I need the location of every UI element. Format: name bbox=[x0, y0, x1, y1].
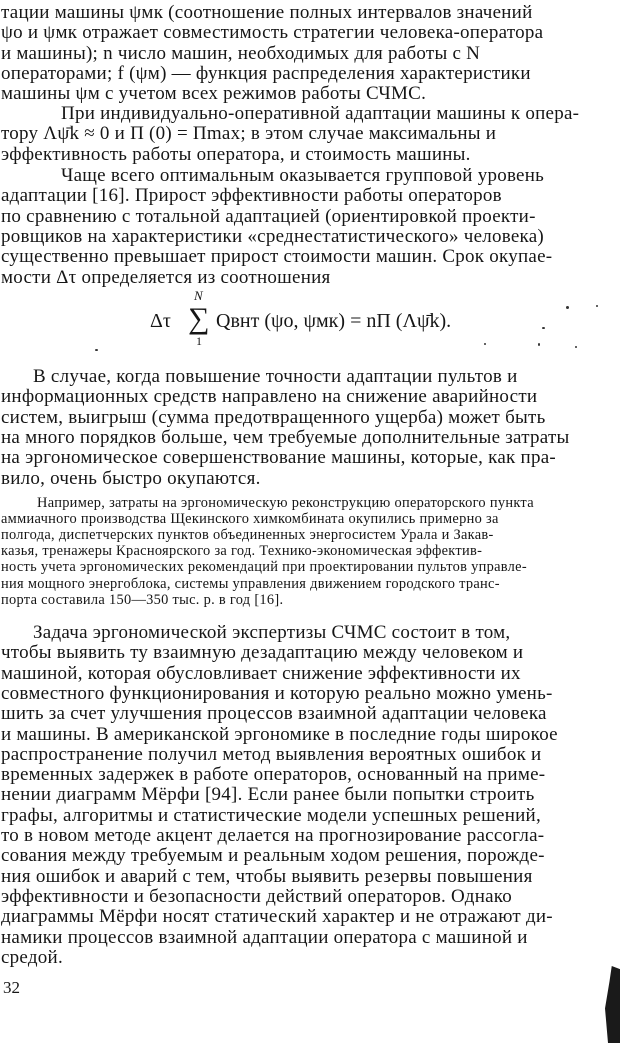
formula-lower-limit: 1 bbox=[196, 334, 202, 348]
formula-lhs: Δτ bbox=[150, 310, 171, 332]
text-line: Чаще всего оптимальным оказывается групповой уровень bbox=[61, 165, 545, 186]
scan-speck bbox=[542, 327, 545, 329]
text-line: тации машины ψмк (соотношение полных интервалов значений bbox=[1, 2, 533, 23]
text-line: чтобы выявить ту взаимную дезадаптацию между человеком и bbox=[1, 642, 524, 664]
formula-sum-sign: ∑ bbox=[188, 302, 210, 335]
text-line: Например, затраты на эргономическую реконструкцию операторского пункта bbox=[37, 495, 534, 511]
formula-upper-limit: N bbox=[194, 288, 203, 303]
scan-speck bbox=[596, 305, 598, 307]
text-line: Задача эргономической экспертизы СЧМС состоит в том, bbox=[33, 622, 511, 643]
text-line: по сравнению с тотальной адаптацией (ориентировкой проекти- bbox=[1, 205, 536, 227]
scan-edge-mark bbox=[605, 966, 620, 1043]
scan-speck bbox=[484, 343, 486, 345]
text-line: шить за счет улучшения процессов взаимной адаптации человека bbox=[1, 703, 547, 725]
page-number: 32 bbox=[3, 978, 20, 997]
text-line: эффективности и безопасности действий операторов. Однако bbox=[1, 885, 513, 907]
text-line: систем, выигрыш (сумма предотвращенного ущерба) может быть bbox=[1, 406, 546, 428]
text-line: нении диаграмм Мёрфи [94]. Если ранее были попытки строить bbox=[1, 784, 535, 806]
scan-speck bbox=[575, 346, 577, 348]
text-line: машины ψм с учетом всех режимов работы СЧМС. bbox=[1, 83, 427, 105]
text-line: диаграммы Мёрфи носят статический характер и не отражают ди- bbox=[1, 906, 553, 928]
scan-speck bbox=[566, 306, 569, 309]
text-line: тору Λψ̄k ≈ 0 и Π (0) = Πmax; в этом случае максимальны и bbox=[1, 123, 497, 145]
text-line: мости Δτ определяется из соотношения bbox=[1, 266, 331, 288]
text-line: ния мощного энергоблока, системы управления движением городского транс- bbox=[1, 575, 500, 592]
scan-speck bbox=[538, 343, 540, 346]
text-line: порта составила 150—350 тыс. р. в год [16]. bbox=[1, 591, 284, 608]
text-line: казья, тренажеры Красноярского за год. Технико-экономическая эффектив- bbox=[1, 543, 483, 560]
text-line: намики процессов взаимной адаптации оператора с машиной и bbox=[1, 926, 528, 948]
formula-term: Qвнт (ψо, ψмк) = nΠ (Λψ̄k). bbox=[216, 310, 452, 332]
text-line: В случае, когда повышение точности адаптации пультов и bbox=[33, 366, 518, 387]
text-line: полгода, диспетчерских пунктов объединенных энергосистем Урала и Закав- bbox=[1, 527, 494, 544]
payback-formula bbox=[150, 288, 470, 354]
text-line: эффективность работы оператора, и стоимость машины. bbox=[1, 143, 471, 165]
text-line: на эргономическое совершенствование машины, которые, как пра- bbox=[1, 447, 556, 469]
text-line: сования между требуемым и реальным ходом решения, порожде- bbox=[1, 845, 545, 867]
text-line: ния ошибок и аварий с тем, чтобы выявить резервы повышения bbox=[1, 865, 533, 887]
text-line: и машины); n число машин, необходимых для работы с N bbox=[1, 42, 481, 64]
text-line: и машины. В американской эргономике в последние годы широкое bbox=[1, 723, 558, 745]
text-line: временных задержек в работе операторов, основанный на приме- bbox=[1, 764, 546, 786]
text-line: адаптации [16]. Прирост эффективности работы операторов bbox=[1, 185, 502, 207]
text-line: операторами; f (ψм) — функция распределения характеристики bbox=[1, 62, 531, 84]
text-line: то в новом методе акцент делается на прогнозирование рассогла- bbox=[1, 825, 545, 846]
text-line: ность учета эргономических рекомендаций при проектировании пультов управле- bbox=[1, 559, 527, 576]
text-line: ψо и ψмк отражает совместимость стратегии человека-оператора bbox=[1, 22, 544, 44]
text-line: совместного функционирования и которую реально можно умень- bbox=[1, 682, 553, 704]
scan-speck bbox=[95, 349, 98, 351]
text-line: вило, очень быстро окупаются. bbox=[1, 467, 261, 489]
text-line: средой. bbox=[1, 946, 63, 968]
text-line: информационных средств направлено на снижение аварийности bbox=[1, 386, 538, 408]
text-line: существенно превышает прирост стоимости машин. Срок окупае- bbox=[1, 246, 553, 268]
text-line: машиной, которая обусловливает снижение эффективности их bbox=[1, 662, 521, 684]
text-line: аммиачного производства Щекинского химкомбината окупились примерно за bbox=[1, 511, 499, 528]
text-line: ровщиков на характеристики «среднестатистического» человека) bbox=[1, 225, 545, 247]
text-line: распространение получил метод выявления вероятных ошибок и bbox=[1, 743, 542, 765]
text-line: графы, алгоритмы и статистические модели успешных решений, bbox=[1, 804, 541, 826]
text-line: При индивидуально-оперативной адаптации машины к опера- bbox=[61, 103, 580, 124]
text-line: на много порядков больше, чем требуемые дополнительные затраты bbox=[1, 426, 570, 448]
